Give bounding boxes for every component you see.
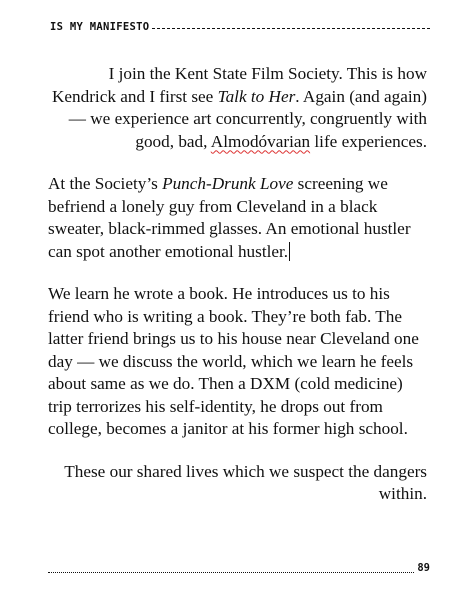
paragraph-1 — [48, 63, 427, 153]
header-dashed-rule — [152, 28, 430, 29]
text-cursor — [289, 242, 290, 261]
paragraph-4: These our shared lives which we suspect the dangers within. — [64, 461, 427, 503]
film-title-punch-drunk-love: Punch-Drunk Love — [162, 174, 294, 193]
misspelled-word[interactable]: Almodóvarian — [210, 131, 311, 151]
paragraph-1-middle: . Again (and again) — we experience art concurrently, congruently with good, bad, — [68, 86, 427, 151]
page-number: 89 — [417, 562, 430, 574]
footer-dotted-rule — [48, 572, 414, 573]
paragraph-2-rest: screening we befriend a lonely guy from Cleveland in a black sweater, black-rimmed glasses. An emotional hustler can spot another emotional hustler. — [48, 174, 411, 261]
paragraph-2-start: At the Society’s — [48, 174, 158, 193]
paragraph-1-end: life experiences. — [314, 131, 427, 151]
film-title-talk-to-her: Talk to Her — [217, 86, 296, 106]
body-text[interactable] — [48, 63, 427, 526]
paragraph-3: We learn he wrote a book. He introduces us to his friend who is writing a book. They’re both fab. The latter friend brings us to his house near Cleveland one day — we discuss the world, which we learn he feels about same as we do. Then a DXM (cold medicine) trip terrorizes his self-identity, he drops out from college, becomes a janitor at his former high school. — [48, 284, 419, 438]
paragraph-2 — [48, 173, 427, 263]
header-title: IS MY MANIFESTO — [50, 21, 150, 33]
running-footer — [48, 562, 430, 574]
paragraph-1-start: I join the Kent State Film Society. This is how Kendrick and I first see — [51, 64, 427, 106]
running-header — [50, 21, 430, 33]
